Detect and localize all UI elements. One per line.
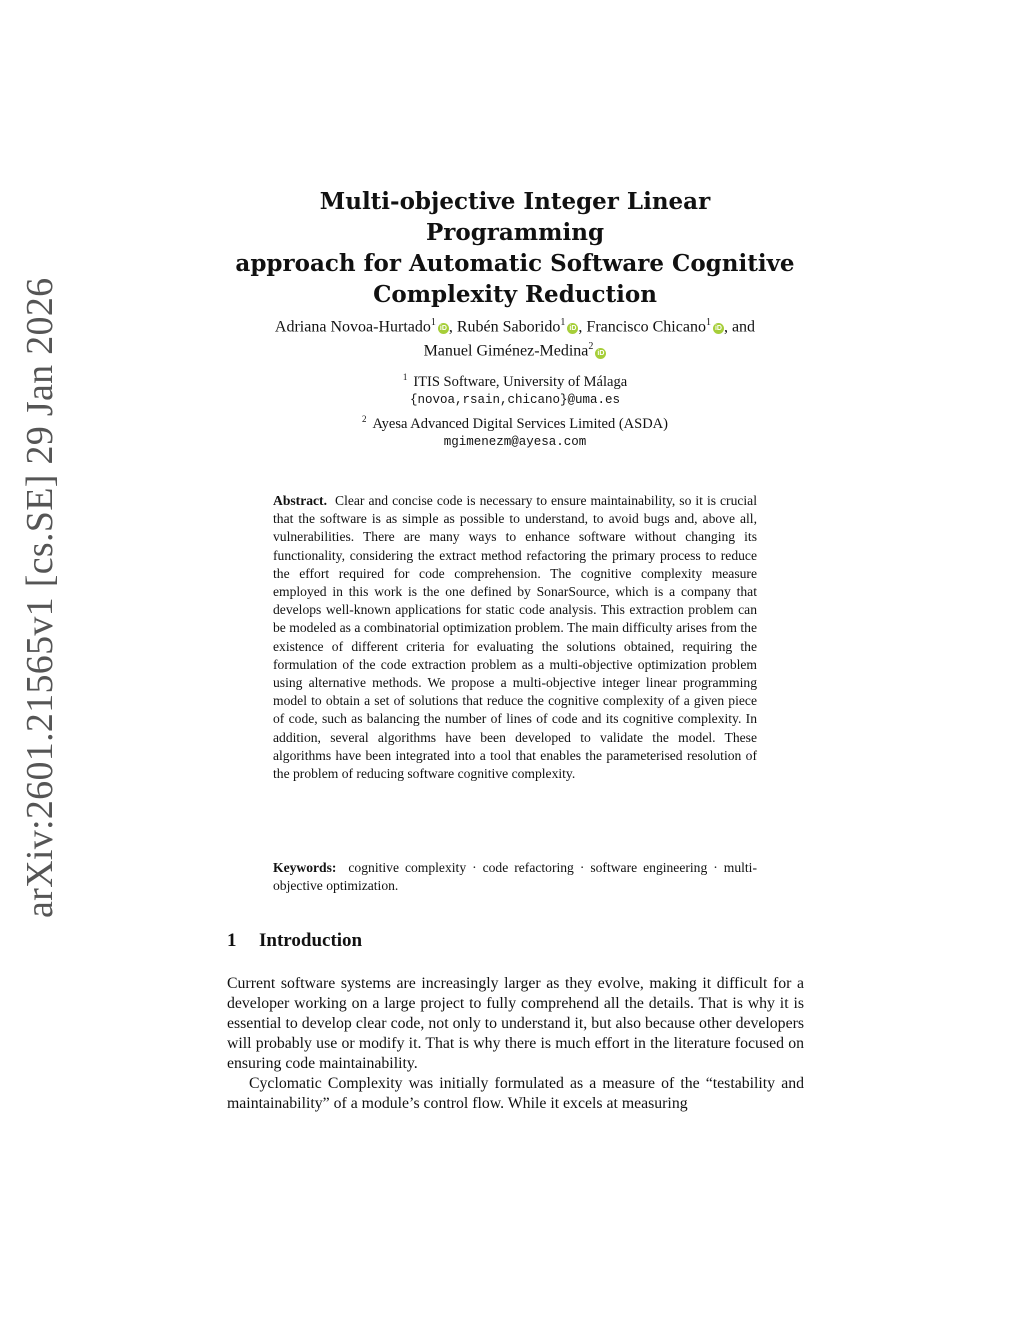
abstract bbox=[273, 492, 757, 783]
title-line: Multi-objective Integer Linear Programming bbox=[319, 188, 711, 246]
author-list bbox=[215, 313, 815, 362]
email[interactable]: {novoa,rsain,chicano}@uma.es bbox=[409, 393, 621, 408]
body-text bbox=[227, 974, 804, 1114]
orcid-icon[interactable]: iD bbox=[569, 325, 577, 333]
affiliation-number: 1 bbox=[402, 372, 408, 382]
affiliation-org: Ayesa Advanced Digital Services Limited (ASDA) bbox=[372, 415, 668, 432]
affiliation-marker: 1 bbox=[705, 317, 711, 328]
title-line: Complexity Reduction bbox=[373, 281, 657, 308]
paragraph: Cyclomatic Complexity was initially formulated as a measure of the “testability and maintainability” of a module’s control flow. While it excels at measuring bbox=[227, 1075, 804, 1112]
section-number: 1 bbox=[227, 930, 237, 951]
affiliation-2 bbox=[230, 410, 800, 433]
arxiv-side-label: arXiv:2601.21565v1 [cs.SE] 29 Jan 2026 bbox=[19, 277, 61, 918]
title-line: approach for Automatic Software Cognitive bbox=[235, 250, 795, 277]
affiliation-marker: 1 bbox=[560, 317, 566, 328]
section-title: Introduction bbox=[259, 930, 363, 951]
author-name: , Francisco Chicano bbox=[578, 318, 706, 336]
orcid-icon[interactable]: iD bbox=[714, 325, 722, 333]
section-heading bbox=[227, 930, 362, 952]
affiliations bbox=[230, 368, 800, 452]
affiliation-marker: 1 bbox=[430, 317, 436, 328]
keywords-label: Keywords: bbox=[273, 860, 337, 875]
paper-title bbox=[230, 186, 800, 310]
author-name: , Rubén Saborido bbox=[448, 318, 561, 336]
affiliation-1 bbox=[230, 368, 800, 391]
affiliation-marker: 2 bbox=[588, 341, 594, 353]
orcid-icon[interactable]: iD bbox=[597, 349, 605, 357]
author-conjunction: , and bbox=[723, 318, 756, 336]
keywords bbox=[273, 859, 757, 895]
author-name: Adriana Novoa-Hurtado bbox=[274, 318, 431, 336]
abstract-label: Abstract. bbox=[273, 493, 327, 508]
affiliation-org: ITIS Software, University of Málaga bbox=[413, 373, 628, 390]
author-name: Manuel Giménez-Medina bbox=[423, 342, 589, 360]
affiliation-number: 2 bbox=[362, 413, 367, 424]
author-line-1 bbox=[215, 313, 815, 337]
paragraph: Current software systems are increasingly larger as they evolve, making it difficult for a developer working on a large project to fully comprehend all the details. That is why it is essential to develop clear code, not only to understand it, but also because other developers will probably use or modify it. That is why there is much effort in the literature focused on ensuring code maintainability. bbox=[227, 975, 804, 1072]
abstract-text: Clear and concise code is necessary to ensure maintainability, so it is crucial that the software is as simple as possible to understand, to avoid bugs and, above all, vulnerabilities. There are many ways to enhance software without changing its functionality, considering the extract method refactoring the primary process to reduce the effort required for code comprehension. The cognitive complexity measure employed in this work is the one defined by SonarSource, which is a company that develops well-known applications for static code analysis. This extraction problem can be modeled as a combinatorial optimization problem. The main difficulty arises from the existence of different criteria for evaluating the solutions obtained, requiring the formulation of the code extraction problem as a multi-objective optimization problem using alternative methods. We propose a multi-objective integer linear programming model to obtain a set of solutions that reduce the cognitive complexity of a given piece of code, such as balancing the number of lines of code and its cognitive complexity. In addition, several algorithms have been developed to validate the model. These algorithms have been integrated into a tool that enables the parameterised resolution of the problem of reducing software cognitive complexity. bbox=[273, 493, 757, 782]
author-line-2 bbox=[215, 337, 815, 361]
email[interactable]: mgimenezm@ayesa.com bbox=[443, 435, 587, 450]
orcid-icon[interactable]: iD bbox=[439, 325, 447, 333]
keywords-text: cognitive complexity · code refactoring · software engineering · multi-objective optimization. bbox=[273, 860, 757, 894]
